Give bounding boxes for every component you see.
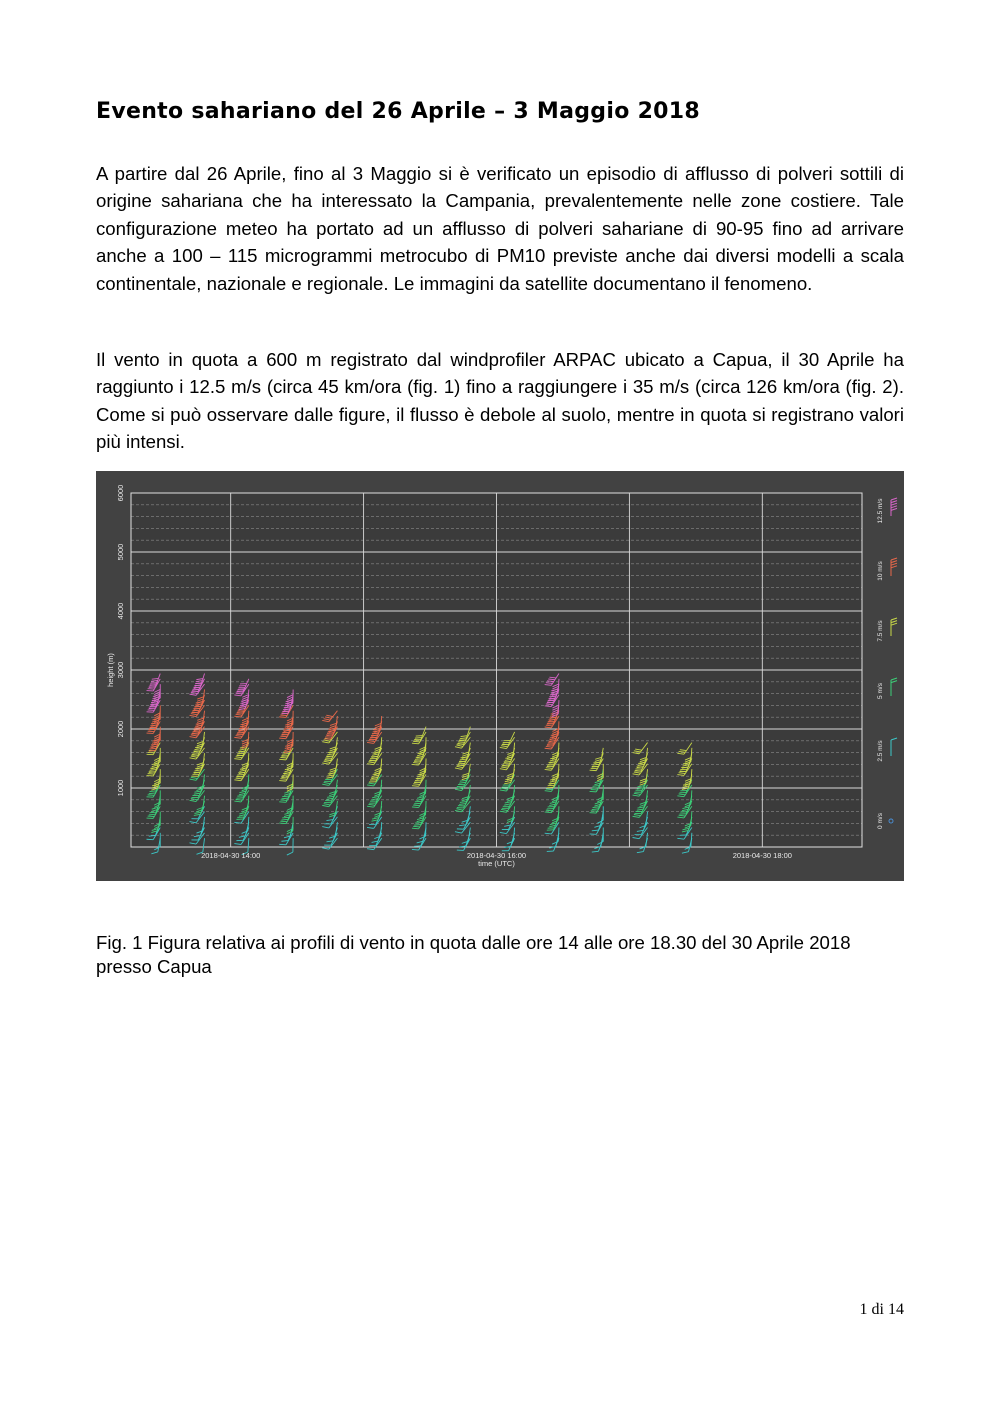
page-number: 1 di 14: [859, 1301, 904, 1318]
legend-entry: [877, 812, 893, 829]
legend-label: 10 m/s: [877, 561, 884, 581]
legend-entry: [877, 678, 897, 699]
x-axis-label: time (UTC): [478, 859, 515, 868]
legend-barb-symbol: [891, 678, 897, 696]
legend-label: 0 m/s: [877, 813, 884, 829]
legend-barb-symbol: [891, 618, 897, 636]
y-tick-label: 5000: [116, 543, 125, 561]
legend-entry: [877, 498, 897, 524]
legend-barb-symbol: [891, 738, 897, 756]
legend-label: 2.5 m/s: [877, 740, 884, 762]
legend-barb-symbol: [891, 498, 897, 516]
y-tick-label: 6000: [116, 484, 125, 502]
legend-barb-symbol: [891, 558, 897, 576]
legend-label: 7.5 m/s: [877, 620, 884, 642]
y-tick-label: 1000: [116, 779, 125, 797]
intro-paragraph: A partire dal 26 Aprile, fino al 3 Maggio si è verificato un episodio di afflusso di polveri sottili di origine sahariana che ha interessato la Campania, prevalentemente nelle zone costiere. Tale configurazione meteo ha portato ad un afflusso di polveri sahariane di 90-95 fino ad arrivare anche a 100 – 115 microgrammi metrocubo di PM10 previste anche dai diversi modelli a scala continentale, nazionale e regionale. Le immagini da satellite documentano il fenomeno.: [96, 163, 904, 294]
legend-entry: [877, 738, 897, 762]
legend-calm-symbol: [889, 819, 893, 823]
chart-grid: [131, 493, 862, 847]
x-tick-label: 2018-04-30 14:00: [201, 851, 261, 860]
legend-label: 5 m/s: [877, 683, 884, 699]
x-tick-label: 2018-04-30 18:00: [732, 851, 792, 860]
y-tick-label: 4000: [116, 602, 125, 620]
wind-profile-chart: [96, 471, 904, 881]
legend-label: 12.5 m/s: [877, 498, 884, 524]
page-title: Evento sahariano del 26 Aprile – 3 Maggio 2018: [96, 99, 700, 124]
legend-entry: [877, 618, 897, 642]
wind-profiler-figure: [96, 471, 904, 881]
y-tick-label: 3000: [116, 661, 125, 679]
y-tick-label: 2000: [116, 720, 125, 738]
figure-caption: Fig. 1 Figura relativa ai profili di vento in quota dalle ore 14 alle ore 18.30 del 30 Aprile 2018 presso Capua: [96, 932, 851, 977]
y-axis-label: height (m): [106, 653, 115, 687]
x-tick-label: 2018-04-30 16:00: [466, 851, 527, 860]
chart-legend: [877, 498, 897, 829]
legend-entry: [877, 558, 897, 581]
wind-paragraph: Il vento in quota a 600 m registrato dal windprofiler ARPAC ubicato a Capua, il 30 Aprile ha raggiunto i 12.5 m/s (circa 45 km/ora (fig. 1) fino a raggiungere i 35 m/s (circa 126 km/ora (fig. 2). Come si può osservare dalle figure, il flusso è debole al suolo, mentre in quota si registrano valori più intensi.: [96, 349, 904, 453]
